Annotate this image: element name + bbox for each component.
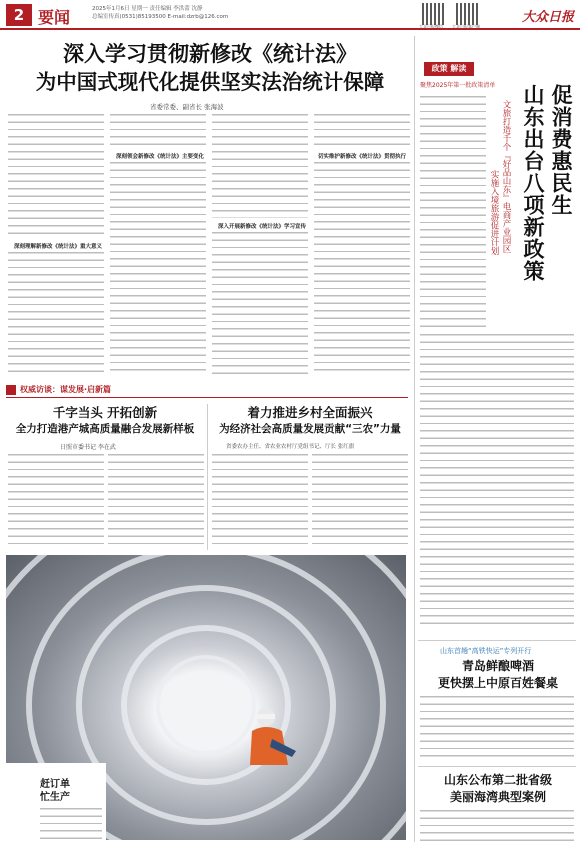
- mid-left-body-2: [108, 454, 204, 550]
- story2-title: [420, 658, 576, 692]
- right-divider-2: [418, 766, 576, 767]
- policy-body-1: [420, 96, 486, 330]
- policy-title-col2: 山东出台八项新政策: [521, 84, 545, 282]
- main-body-col2: [110, 114, 206, 148]
- mid-right-title-line2: 为经济社会高质量发展贡献“三农”力量: [219, 423, 401, 435]
- policy-body-2: [420, 334, 574, 630]
- header-meta: [92, 5, 228, 21]
- main-subhead-2: 深入开展新修改《统计法》学习宣传: [218, 224, 307, 230]
- policy-sub-col2: 实施入境旅游促进计划: [489, 170, 499, 255]
- policy-subtitle: 聚焦2025年第一批政策清单: [420, 82, 496, 89]
- mid-right-body-2: [312, 454, 408, 550]
- banner-text: 权威访谈：谋发展·启新篇: [20, 385, 112, 394]
- mid-right-title: [210, 404, 410, 437]
- mid-left-title: [6, 404, 204, 437]
- banner-mark-icon: [6, 385, 16, 395]
- policy-tag: 政策 解读: [424, 62, 474, 76]
- main-body-col3: [212, 114, 308, 218]
- main-body-col4: [314, 114, 410, 148]
- mid-right-title-line1: 着力推进乡村全面振兴: [247, 405, 373, 420]
- photo-ring-5: [156, 655, 256, 755]
- photo-caption-line2: 忙生产: [40, 792, 70, 803]
- story3-title-line1: 山东公布第二批省级: [443, 773, 552, 787]
- main-body-col1b: [8, 252, 104, 376]
- photo-caption-title: [40, 778, 70, 804]
- mid-right-byline: 省委农办主任、省农业农村厅党组书记、厅长 张红旗: [226, 444, 355, 450]
- mid-left-title-line2: 全力打造港产城高质量融合发展新样板: [15, 423, 195, 435]
- policy-sub-col1: 文旅打造千个『好品山东』电商产业园区: [501, 100, 511, 253]
- main-body-col3b: [212, 232, 308, 376]
- page-number: 2: [6, 4, 32, 26]
- wechat-qr-icon: [422, 3, 444, 25]
- main-headline: [10, 40, 410, 96]
- main-subhead-1: 深刻领会新修改《统计法》主要变化: [116, 154, 205, 160]
- column-divider: [414, 36, 415, 842]
- mid-left-title-line1: 千字当头 开拓创新: [52, 405, 158, 420]
- main-body-col4b: [314, 162, 410, 376]
- qr2-label: 大众日报客户端: [452, 24, 480, 29]
- story3-title: [420, 772, 576, 806]
- headline-line2: 为中国式现代化提供坚实法治统计保障: [35, 70, 385, 94]
- mid-divider: [207, 404, 208, 550]
- story3-title-line2: 美丽海湾典型案例: [449, 790, 546, 804]
- policy-title-col1: 促消费惠民生: [549, 84, 573, 216]
- mid-left-byline: 日照市委书记 李在武: [60, 444, 116, 451]
- newspaper-logo: 大众日报: [521, 10, 574, 25]
- app-qr-icon: [456, 3, 478, 25]
- headline-line1: 深入学习贯彻新修改《统计法》: [63, 42, 357, 66]
- main-body-col2b: [110, 162, 206, 376]
- main-subhead-3: 深刻理解新修改《统计法》重大意义: [14, 244, 103, 250]
- worker-figure: [242, 705, 302, 775]
- right-divider-1: [418, 640, 576, 641]
- story2-title-line2: 更快摆上中原百姓餐桌: [437, 676, 558, 690]
- main-body-col1: [8, 114, 104, 240]
- main-subhead-4: 切实维护新修改《统计法》贯彻执行: [318, 154, 407, 160]
- main-byline: 省委常委、副省长 张海波: [150, 103, 224, 111]
- photo-caption-body: [40, 808, 102, 842]
- mid-left-body-1: [8, 454, 104, 550]
- page-header: [0, 0, 580, 30]
- section-title: 要闻: [38, 8, 71, 27]
- interview-banner: [6, 384, 408, 398]
- header-meta-line1: 2025年1月6日 星期一 责任编辑 李洪蕾 沈静: [92, 6, 203, 12]
- story2-title-line1: 青岛鲜酿啤酒: [461, 659, 534, 673]
- mid-right-body-1: [212, 454, 308, 550]
- story2-body: [420, 696, 574, 760]
- header-meta-line2: 总编室传真(0531)85193500 E-mail:dzrb@126.com: [92, 14, 229, 20]
- story3-body: [420, 810, 574, 842]
- story2-kicker: 山东首趟“高铁快运”专列开行: [440, 647, 532, 655]
- photo-caption-line1: 赶订单: [40, 779, 70, 790]
- qr1-label: 大众日报微信: [419, 24, 443, 29]
